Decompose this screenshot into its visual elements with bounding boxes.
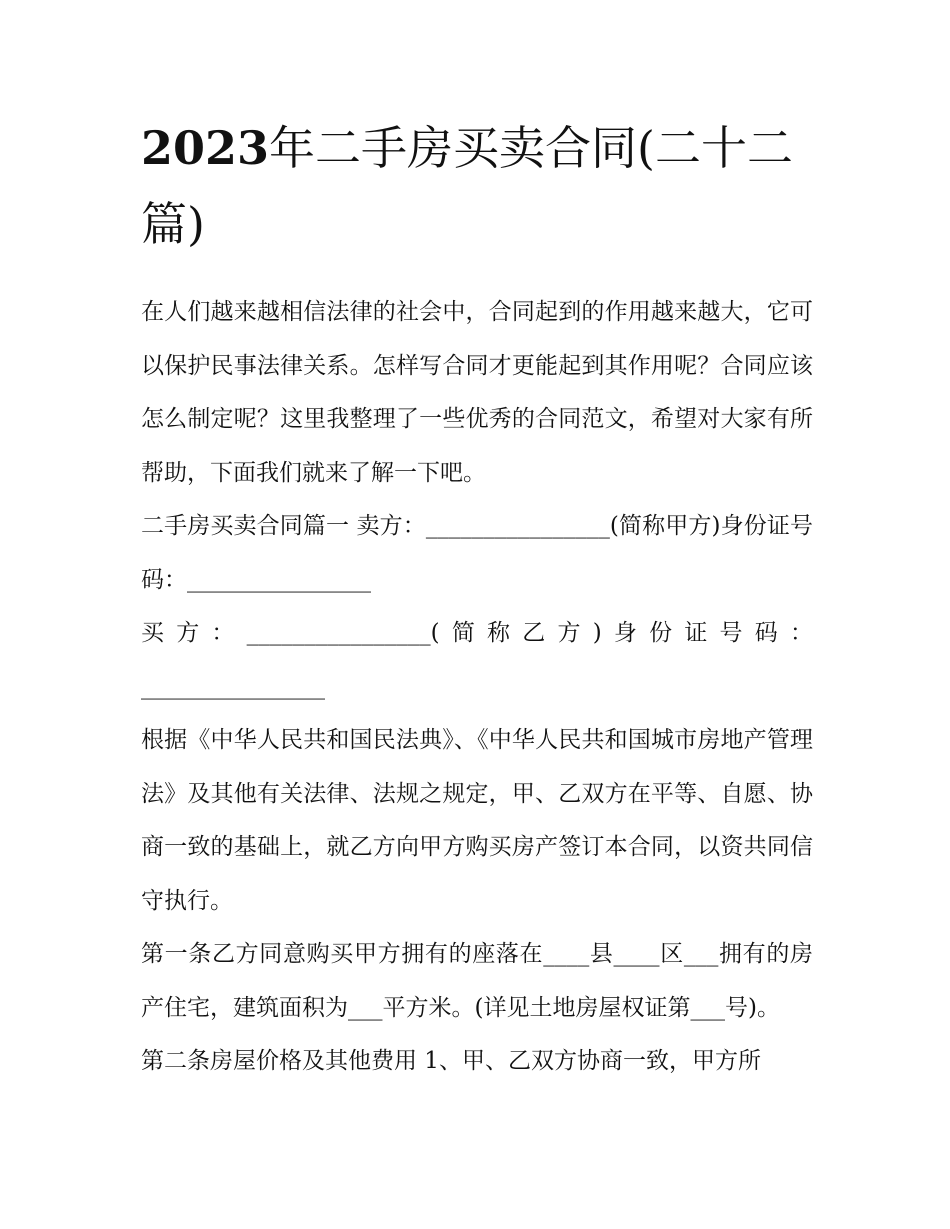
document-title (141, 110, 813, 262)
document-content (141, 110, 813, 1089)
article-two-paragraph: 第二条房屋价格及其他费用 1、甲、乙双方协商一致，甲方所 (141, 1048, 761, 1074)
intro-paragraph: 在人们越来越相信法律的社会中，合同起到的作用越来越大，它可以保护民事法律关系。怎样写合同才更能起到其作用呢？合同应该怎么制定呢？这里我整理了一些优秀的合同范文，希望对大家有所帮助，下面我们就来了解一下吧。 (141, 299, 813, 486)
legal-basis-paragraph: 根据《中华人民共和国民法典》、《中华人民共和国城市房地产管理法》及其他有关法律、法规之规定，甲、乙双方在平等、自愿、协商一致的基础上，就乙方向甲方购买房产签订本合同，以资共同信守执行。 (141, 727, 813, 914)
title-text: 年二手房买卖合同(二十二篇) (141, 121, 793, 251)
buyer-paragraph: 买方：________________(简称乙方)身份证号码：________________ (141, 620, 813, 700)
document-body (141, 286, 813, 1089)
seller-paragraph: 二手房买卖合同篇一 卖方：________________(简称甲方)身份证号码：________________ (141, 513, 813, 593)
article-one-paragraph: 第一条乙方同意购买甲方拥有的座落在____县____区___拥有的房产住宅，建筑面积为___平方米。(详见土地房屋权证第___号)。 (141, 941, 813, 1021)
title-year: 2023 (141, 121, 270, 175)
